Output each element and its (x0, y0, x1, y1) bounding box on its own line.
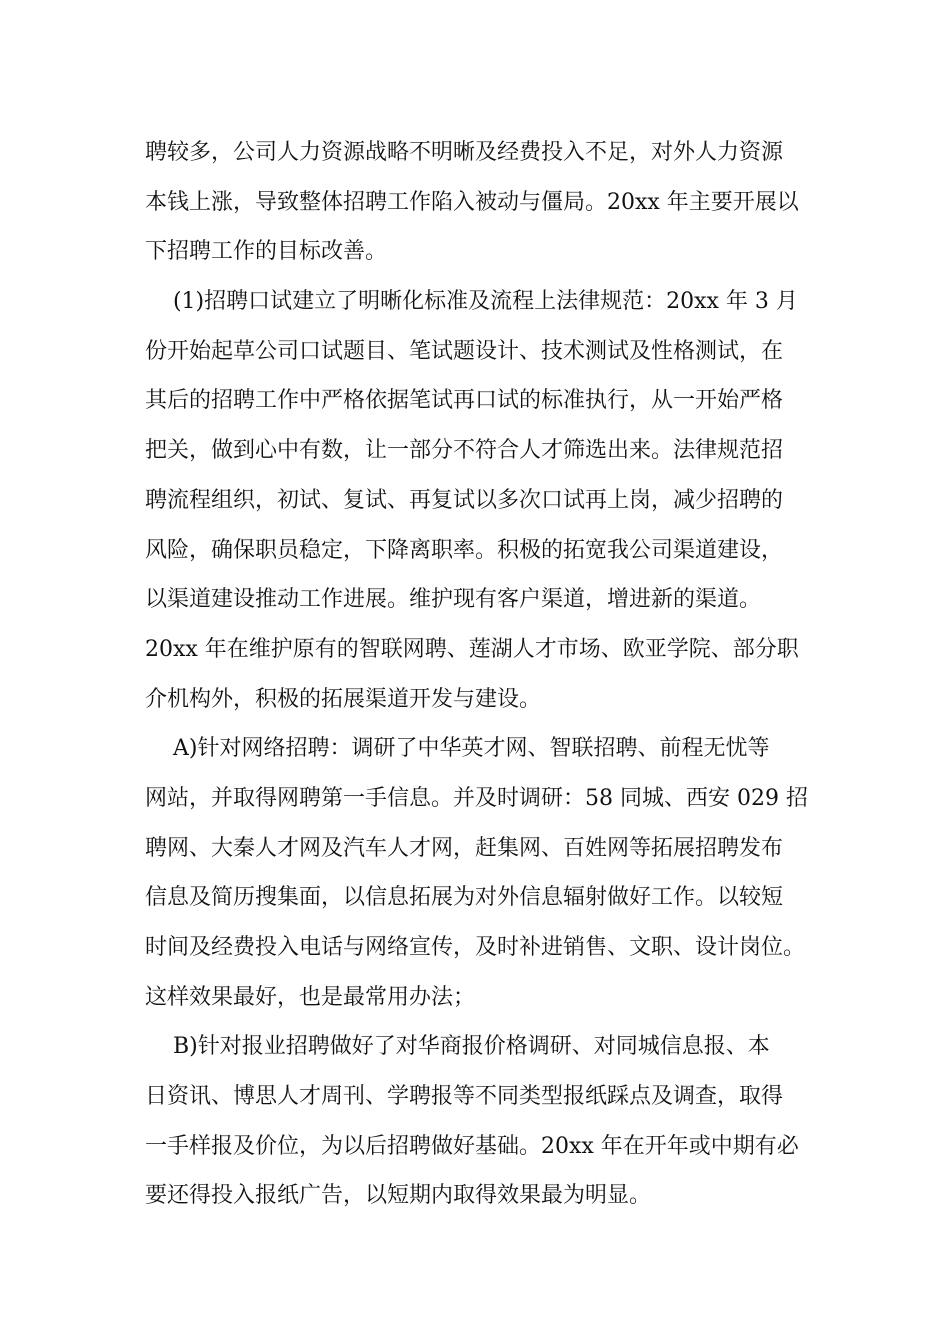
text-line: 把关，做到心中有数，让一部分不符合人才筛选出来。法律规范招 (145, 438, 784, 464)
text-line: 时间及经费投入电话与网络宣传，及时补进销售、文职、设计岗位。 (145, 935, 806, 960)
text-line: A)针对网络招聘：调研了中华英才网、智联招聘、前程无忧等 (145, 736, 770, 762)
text-line: 以渠道建设推动工作进展。维护现有客户渠道，增进新的渠道。 (145, 587, 762, 613)
text-line: 20xx 年在维护原有的智联网聘、莲湖人才市场、欧亚学院、部分职 (145, 636, 799, 662)
text-line: 要还得投入报纸广告，以短期内取得效果最为明显。 (145, 1183, 652, 1209)
text-line: 这样效果最好，也是最常用办法； (145, 984, 476, 1010)
text-line: 日资讯、博思人才周刊、学聘报等不同类型报纸踩点及调查，取得 (145, 1084, 784, 1110)
text-line: (1)招聘口试建立了明晰化标准及流程上法律规范：20xx 年 3 月 (145, 289, 798, 315)
body-text (145, 128, 825, 1221)
text-line: 信息及简历搜集面，以信息拓展为对外信息辐射做好工作。以较短 (145, 885, 784, 911)
text-line: 本钱上涨，导致整体招聘工作陷入被动与僵局。20xx 年主要开展以 (145, 189, 799, 215)
text-line: 网站，并取得网聘第一手信息。并及时调研：58 同城、西安 029 招 (145, 785, 808, 811)
text-line: 聘较多，公司人力资源战略不明晰及经费投入不足，对外人力资源 (145, 140, 784, 165)
text-line: 下招聘工作的目标改善。 (145, 239, 388, 265)
text-line: 聘流程组织，初试、复试、再复试以多次口试再上岗，减少招聘的 (145, 487, 784, 513)
text-line: B)针对报业招聘做好了对华商报价格调研、对同城信息报、本 (145, 1034, 770, 1060)
text-line: 一手样报及价位，为以后招聘做好基础。20xx 年在开年或中期有必 (145, 1133, 799, 1159)
text-line: 份开始起草公司口试题目、笔试题设计、技术测试及性格测试，在 (145, 338, 784, 364)
text-line: 介机构外，积极的拓展渠道开发与建设。 (145, 686, 542, 712)
text-line: 风险，确保职员稳定，下降离职率。积极的拓宽我公司渠道建设， (145, 537, 784, 563)
text-line: 其后的招聘工作中严格依据笔试再口试的标准执行，从一开始严格 (145, 388, 784, 414)
text-line: 聘网、大秦人才网及汽车人才网，赶集网、百姓网等拓展招聘发布 (145, 835, 784, 861)
